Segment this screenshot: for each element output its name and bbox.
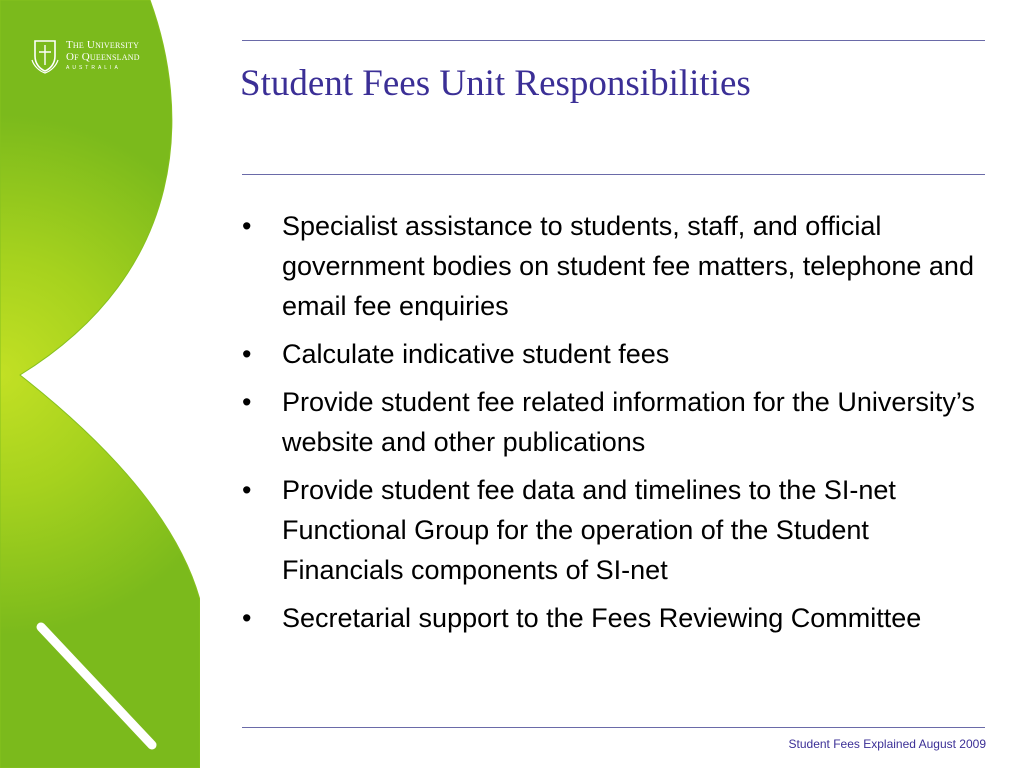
- logo-line-australia: AUSTRALIA: [66, 65, 121, 71]
- footer-divider: [242, 727, 985, 728]
- bullet-item: • Specialist assistance to students, staff, and official government bodies on student fee matters, telephone and email fee enquiries: [240, 206, 985, 326]
- title-divider: [242, 174, 985, 175]
- footer-text: Student Fees Explained August 2009: [788, 737, 986, 751]
- logo-line-queensland: Of Queensland: [66, 51, 140, 63]
- slide-title: Student Fees Unit Responsibilities: [240, 63, 751, 104]
- bullet-list: [240, 206, 985, 646]
- top-divider: [242, 40, 985, 41]
- bullet-item: • Provide student fee data and timelines to the SI-net Functional Group for the operation of the Student Financials components of SI-net: [240, 470, 985, 590]
- logo-line-university: The University: [66, 39, 140, 51]
- uq-crest-icon: [30, 38, 60, 74]
- left-decorative-panel: [0, 0, 200, 768]
- bullet-item: • Calculate indicative student fees: [240, 334, 985, 374]
- university-logo: [30, 36, 170, 86]
- bullet-item: • Provide student fee related information for the University’s website and other publications: [240, 382, 985, 462]
- bullet-item: • Secretarial support to the Fees Reviewing Committee: [240, 598, 985, 638]
- green-swoosh-graphic: [0, 0, 200, 768]
- logo-wordmark: [66, 40, 140, 71]
